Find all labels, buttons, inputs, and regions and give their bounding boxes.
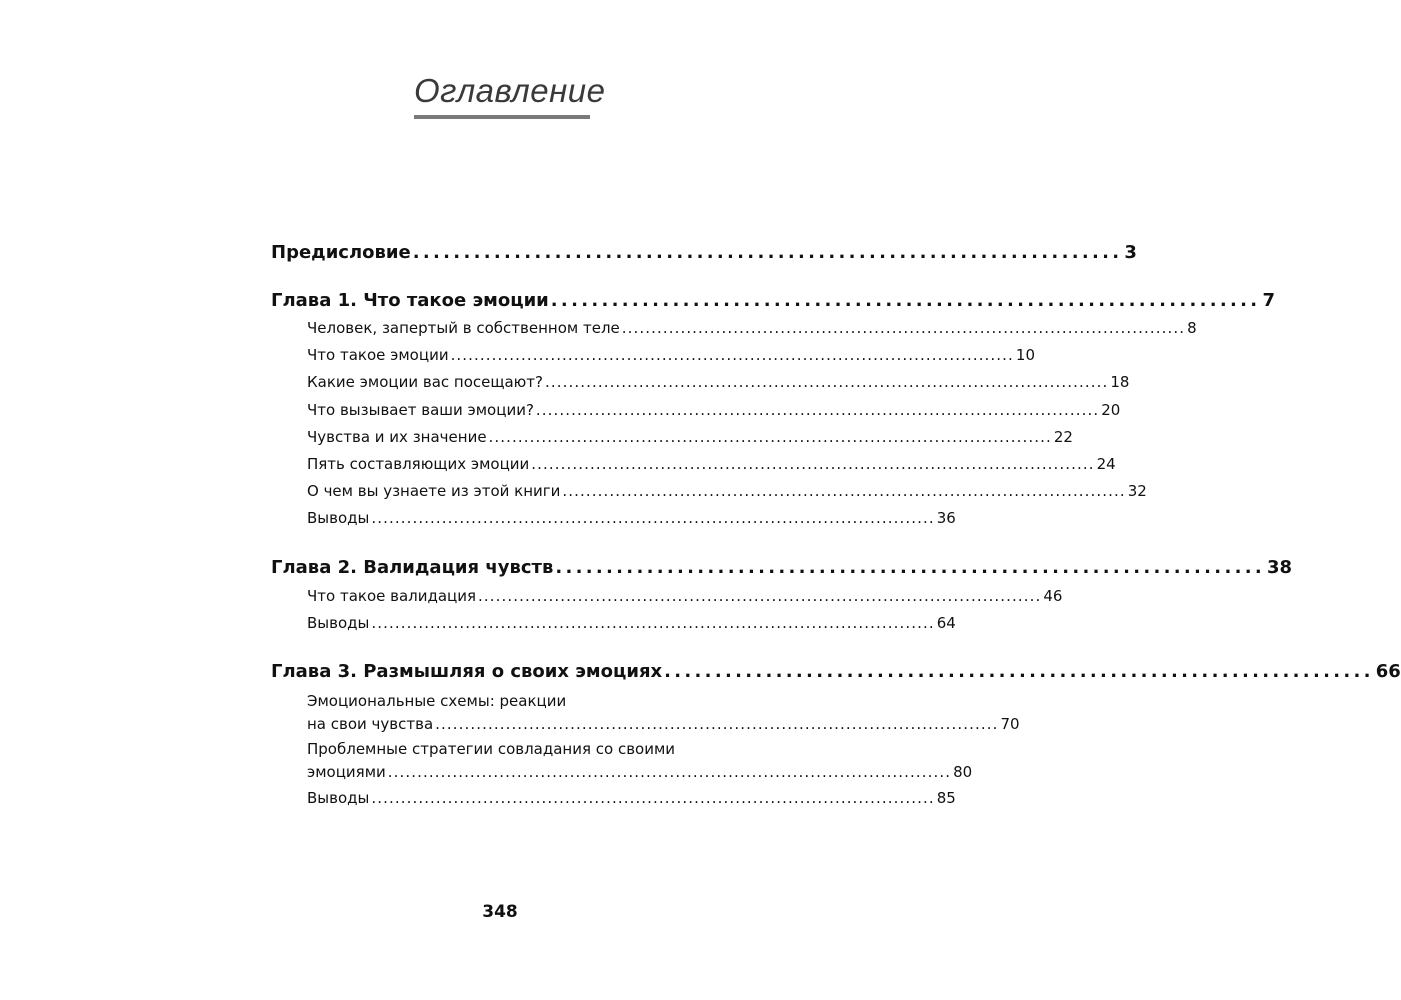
dot-leader: ................................................................................................	[531, 455, 1095, 473]
toc-subentry[interactable]	[307, 614, 956, 632]
toc-entry-page: 36	[936, 509, 956, 527]
dot-leader: ................................................................................................	[621, 319, 1186, 337]
toc-entry-title: Выводы	[307, 614, 370, 632]
dot-leader: ................................................................................................	[371, 509, 935, 527]
dot-leader: ................................................................................................	[545, 373, 1109, 391]
toc-entry-title: Глава 3. Размышляя о своих эмоциях	[271, 661, 663, 682]
toc-entry-title: эмоциями	[307, 763, 386, 781]
toc-entry-chapter-3[interactable]	[271, 661, 1401, 682]
dot-leader: ................................................................................................	[535, 401, 1100, 419]
toc-subentry[interactable]	[307, 455, 1116, 473]
toc-entry-page: 20	[1101, 401, 1121, 419]
toc-entry-title: Глава 1. Что такое эмоции	[271, 290, 549, 311]
title-underline	[414, 115, 590, 119]
toc-entry-page: 64	[936, 614, 956, 632]
dot-leader: ................................................................................................	[450, 346, 1014, 364]
toc-entry-page: 22	[1053, 428, 1073, 446]
dot-leader: ................................................................................................	[562, 482, 1126, 500]
toc-entry-preface[interactable]	[271, 242, 1137, 263]
dot-leader: ......................................................................	[412, 242, 1123, 263]
toc-entry-page: 80	[953, 763, 973, 781]
dot-leader: ................................................................................................	[478, 587, 1042, 605]
toc-subentry[interactable]	[307, 482, 1147, 500]
dot-leader: ......................................................................	[550, 290, 1261, 311]
toc-entry-page: 18	[1110, 373, 1130, 391]
toc-entry-page: 24	[1096, 455, 1116, 473]
toc-entry-page: 32	[1127, 482, 1147, 500]
toc-subentry[interactable]	[307, 373, 1130, 391]
toc-subentry[interactable]	[307, 346, 1035, 364]
toc-subentry[interactable]	[307, 319, 1197, 337]
toc-entry-page: 3	[1124, 242, 1137, 263]
toc-subentry[interactable]	[307, 587, 1063, 605]
page-title: Оглавление	[414, 72, 606, 109]
dot-leader: ......................................................................	[555, 557, 1265, 578]
toc-entry-title: Выводы	[307, 789, 370, 807]
toc-entry-title: Человек, запертый в собственном теле	[307, 319, 620, 337]
toc-entry-title: Что вызывает ваши эмоции?	[307, 401, 534, 419]
toc-entry-page: 8	[1187, 319, 1197, 337]
toc-entry-title: Выводы	[307, 509, 370, 527]
toc-subentry-first-line: Эмоциональные схемы: реакции	[307, 692, 567, 710]
toc-entry-title: Глава 2. Валидация чувств	[271, 557, 554, 578]
toc-entry-page: 46	[1043, 587, 1063, 605]
toc-entry-title: Предисловие	[271, 242, 411, 263]
toc-entry-page: 66	[1375, 661, 1401, 682]
toc-entry-page: 7	[1262, 290, 1275, 311]
dot-leader: ................................................................................................	[387, 763, 952, 781]
toc-entry-page: 85	[936, 789, 956, 807]
page-number: 348	[482, 902, 518, 922]
toc-entry-title: на свои чувства	[307, 715, 434, 733]
toc-subentry-first-line: Проблемные стратегии совладания со своими	[307, 740, 676, 758]
toc-entry-chapter-2[interactable]	[271, 557, 1293, 578]
toc-subentry[interactable]	[307, 715, 1020, 733]
dot-leader: ................................................................................................	[371, 614, 935, 632]
dot-leader: ................................................................................................	[435, 715, 999, 733]
toc-entry-title: О чем вы узнаете из этой книги	[307, 482, 561, 500]
toc-entry-title: Чувства и их значение	[307, 428, 487, 446]
dot-leader: ................................................................................................	[488, 428, 1052, 446]
toc-subentry[interactable]	[307, 509, 956, 527]
toc-entry-title: Какие эмоции вас посещают?	[307, 373, 544, 391]
toc-subentry[interactable]	[307, 401, 1121, 419]
toc-entry-chapter-1[interactable]	[271, 290, 1275, 311]
toc-entry-title: Пять составляющих эмоции	[307, 455, 530, 473]
toc-subentry[interactable]	[307, 428, 1073, 446]
toc-entry-page: 10	[1015, 346, 1035, 364]
toc-entry-page: 70	[1000, 715, 1020, 733]
toc-subentry[interactable]	[307, 763, 973, 781]
toc-entry-title: Что такое эмоции	[307, 346, 449, 364]
toc-subentry[interactable]	[307, 789, 956, 807]
toc-entry-title: Что такое валидация	[307, 587, 477, 605]
dot-leader: ................................................................................................	[371, 789, 935, 807]
toc-entry-page: 38	[1267, 557, 1293, 578]
dot-leader: ......................................................................	[664, 661, 1374, 682]
